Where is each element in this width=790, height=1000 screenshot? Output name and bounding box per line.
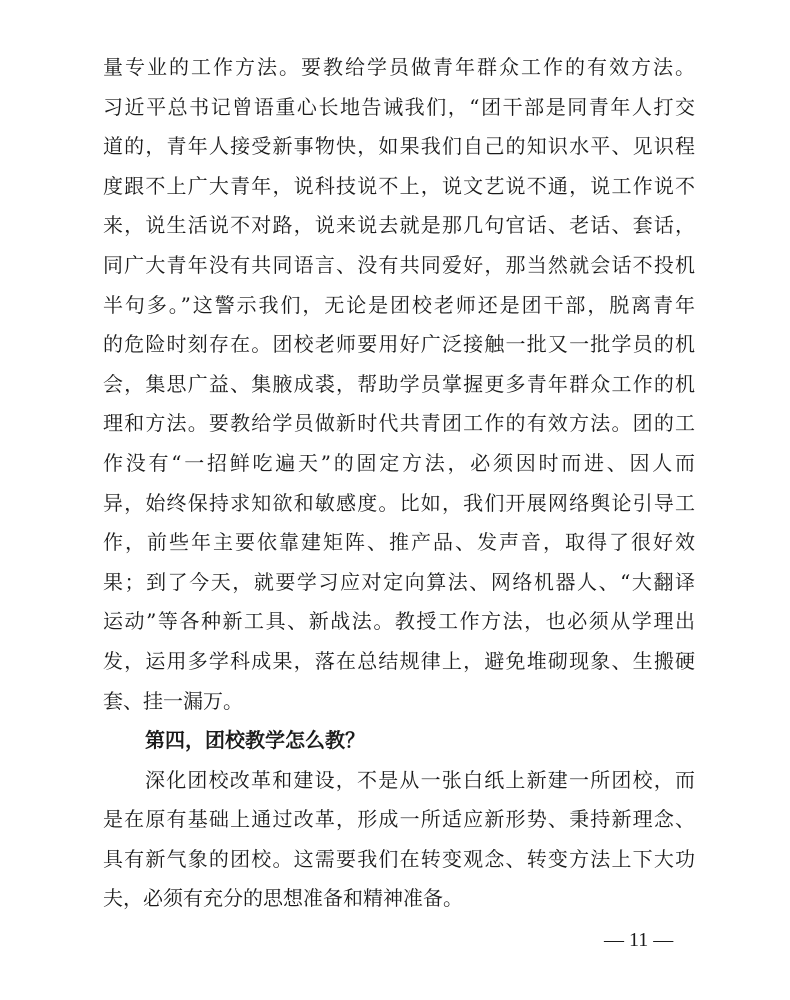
text-line: 同广大青年没有共同语言、没有共同爱好，那当然就会话不投机 [103,252,695,277]
text-line: 夫，必须有充分的思想准备和精神准备。 [103,886,463,911]
text-line: 道的，青年人接受新事物快，如果我们自己的知识水平、见识程 [103,134,695,159]
text-line: 习近平总书记曾语重心长地告诫我们，“团干部是同青年人打交 [103,94,695,119]
text-line: 量专业的工作方法。要教给学员做青年群众工作的有效方法。 [103,55,695,79]
text-line: 会，集思广益、集腋成裘，帮助学员掌握更多青年群众工作的机 [103,371,695,396]
text-line: 半句多。”这警示我们，无论是团校老师还是团干部，脱离青年 [103,292,695,317]
text-line: 的危险时刻存在。团校老师要用好广泛接触一批又一批学员的机 [103,332,695,357]
text-line: 来，说生活说不对路，说来说去就是那几句官话、老话、套话， [103,213,695,238]
text-line: 是在原有基础上通过改革，形成一所适应新形势、秉持新理念、 [103,807,695,832]
text-line: 作没有“一招鲜吃遍天”的固定方法，必须因时而进、因人而 [103,450,695,475]
body-text [103,48,695,919]
text-line: 发，运用多学科成果，落在总结规律上，避免堆砌现象、生搬硬 [103,648,695,673]
text-line: 果；到了今天，就要学习应对定向算法、网络机器人、“大翻译 [103,569,695,594]
text-line: 理和方法。要教给学员做新时代共青团工作的有效方法。团的工 [103,411,695,436]
text-line: 作，前些年主要依靠建矩阵、推产品、发声音，取得了很好效 [103,530,695,555]
text-line: 度跟不上广大青年，说科技说不上，说文艺说不通，说工作说不 [103,173,695,198]
text-line: 套、挂一漏万。 [103,688,243,713]
text-line: 深化团校改革和建设，不是从一张白纸上新建一所团校，而 [145,767,695,792]
paragraph [103,48,695,721]
section-heading: 第四，团校教学怎么教？ [145,728,365,753]
paragraph [103,761,695,919]
page-number: — 11 — [604,929,674,951]
text-line: 具有新气象的团校。这需要我们在转变观念、转变方法上下大功 [103,846,695,871]
text-line: 运动”等各种新工具、新战法。教授工作方法，也必须从学理出 [103,609,695,634]
text-line: 异，始终保持求知欲和敏感度。比如，我们开展网络舆论引导工 [103,490,695,515]
